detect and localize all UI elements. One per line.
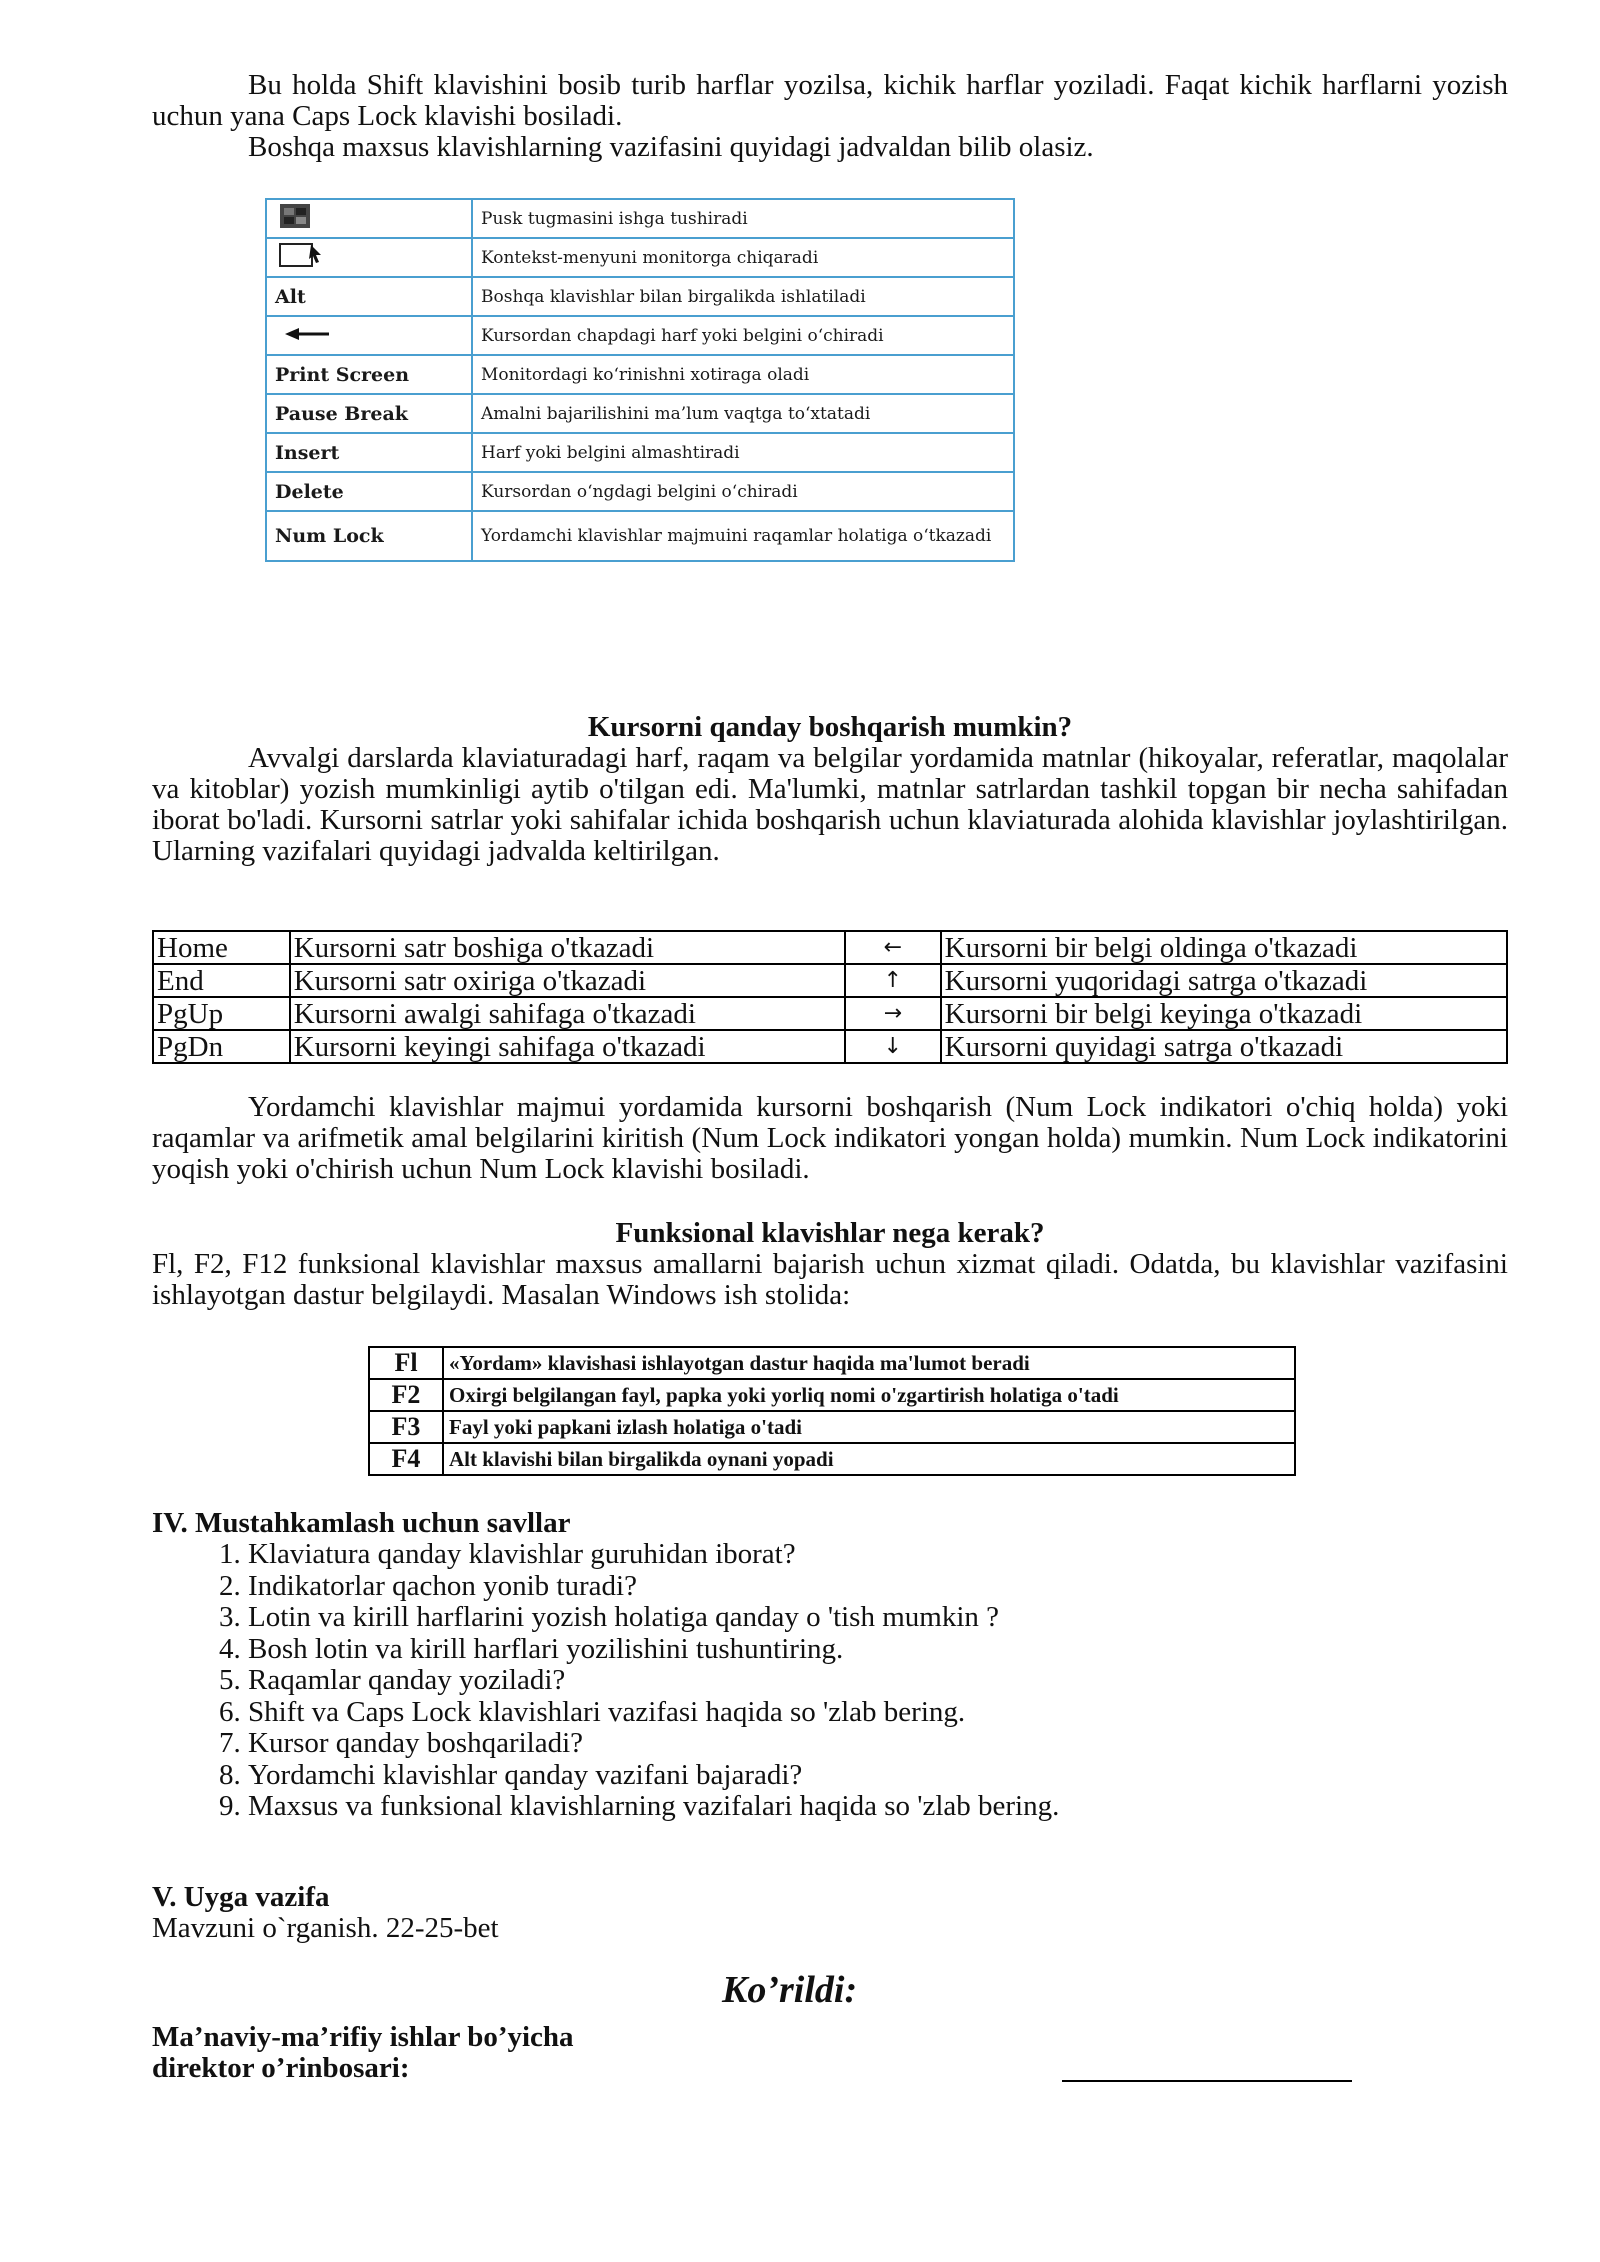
cursor-key-row [153, 931, 1507, 964]
special-key-row [266, 277, 1014, 316]
cursor-key-name: PgDn [153, 1030, 290, 1063]
cursor-section-heading: Kursorni qanday boshqarish mumkin? [587, 711, 1073, 743]
special-key-desc: Kontekst-menyuni monitorga chiqaradi [472, 238, 1014, 277]
function-key-name: Fl [369, 1347, 443, 1379]
cursor-section [152, 712, 1508, 867]
document-page [152, 69, 1508, 2084]
cursor-key-name: PgUp [153, 997, 290, 1030]
down-arrow-icon: ↓ [845, 1030, 941, 1063]
arrow-key-desc: Kursorni bir belgi keyinga o'tkazadi [941, 997, 1507, 1030]
special-key-row [266, 433, 1014, 472]
cursor-key-row [153, 964, 1507, 997]
function-section-paragraph: Fl, F2, F12 funksional klavishlar maxsus amallarni bajarish uchun xizmat qiladi. Odatda, bu klavishlar vazifasini ishlayotgan dastur belgilaydi. Masalan Windows ish stolida: [152, 1248, 1508, 1311]
question-item: 7. Kursor qanday boshqariladi? [248, 1728, 1508, 1760]
special-key-name: Num Lock [266, 511, 472, 561]
cursor-key-row [153, 997, 1507, 1030]
cursor-key-name: Home [153, 931, 290, 964]
special-key-row [266, 238, 1014, 277]
function-key-name: F3 [369, 1411, 443, 1443]
signature-role-line-2: direktor o’rinbosari: [152, 2052, 410, 2084]
cursor-keys-table [152, 930, 1508, 1064]
cursor-key-desc: Kursorni awalgi sahifaga o'tkazadi [290, 997, 845, 1030]
questions-section [152, 1508, 1508, 1823]
special-key-name: Insert [266, 433, 472, 472]
special-key-name: Alt [266, 277, 472, 316]
numlock-section [152, 1092, 1508, 1185]
cursor-key-desc: Kursorni satr oxiriga o'tkazadi [290, 964, 845, 997]
intro-paragraph-2: Boshqa maxsus klavishlarning vazifasini quyidagi jadvaldan bilib olasiz. [248, 131, 1094, 163]
special-key-row [266, 394, 1014, 433]
signature-line [1062, 2080, 1352, 2082]
seen-label: Ko’rildi: [722, 1969, 858, 2011]
special-key-desc: Monitordagi ko‘rinishni xotiraga oladi [472, 355, 1014, 394]
special-key-cell [266, 238, 472, 277]
numlock-paragraph: Yordamchi klavishlar majmui yordamida kursorni boshqarish (Num Lock indikatori o'chiq holda) yoki raqamlar va arifmetik amal belgilarini kiritish (Num Lock indikatori yongan holda) mumkin. Num Lock indikatorini yoqish yoki o'chirish uchun Num Lock klavishi bosiladi. [152, 1091, 1508, 1185]
backspace-arrow-icon [275, 325, 335, 347]
cursor-keys-table-wrap [152, 930, 1508, 1064]
special-key-cell [266, 199, 472, 238]
function-key-desc: Alt klavishi bilan birgalikda oynani yopadi [443, 1443, 1295, 1475]
questions-heading: IV. Mustahkamlash uchun savllar [152, 1507, 571, 1539]
question-item: 6. Shift va Caps Lock klavishlari vazifasi haqida so 'zlab bering. [248, 1697, 1508, 1729]
windows-key-icon [275, 203, 315, 234]
special-key-row [266, 472, 1014, 511]
function-key-desc: Oxirgi belgilangan fayl, papka yoki yorliq nomi o'zgartirish holatiga o'tadi [443, 1379, 1295, 1411]
left-arrow-icon: ← [845, 931, 941, 964]
function-key-row [369, 1379, 1295, 1411]
arrow-key-desc: Kursorni yuqoridagi satrga o'tkazadi [941, 964, 1507, 997]
special-keys-table [265, 198, 1015, 562]
special-key-desc: Kursordan chapdagi harf yoki belgini o‘chiradi [472, 316, 1014, 355]
homework-text: Mavzuni o`rganish. 22-25-bet [152, 1912, 499, 1944]
questions-list [152, 1539, 1508, 1823]
question-item: 4. Bosh lotin va kirill harflari yozilishini tushuntiring. [248, 1634, 1508, 1666]
function-key-row [369, 1411, 1295, 1443]
special-key-row [266, 199, 1014, 238]
function-key-row [369, 1347, 1295, 1379]
special-key-desc: Harf yoki belgini almashtiradi [472, 433, 1014, 472]
homework-heading: V. Uyga vazifa [152, 1881, 330, 1913]
right-arrow-icon: → [845, 997, 941, 1030]
special-key-row [266, 355, 1014, 394]
question-item: 9. Maxsus va funksional klavishlarning vazifalari haqida so 'zlab bering. [248, 1791, 1508, 1823]
cursor-section-paragraph: Avvalgi darslarda klaviaturadagi harf, raqam va belgilar yordamida matnlar (hikoyalar, referatlar, maqolalar va kitoblar) yozish mumkinligi aytib o'tilgan edi. Ma'lumki, matnlar satrlardan tashkil topgan bir necha sahifadan iborat bo'ladi. Kursorni satrlar yoki sahifalar ichida boshqarish uchun klaviaturada alohida klavishlar joylashtirilgan. Ularning vazifalari quyidagi jadvalda keltirilgan. [152, 742, 1508, 867]
signature-role-line-1: Ma’naviy-ma’rifiy ishlar bo’yicha [152, 2021, 574, 2053]
special-key-row [266, 316, 1014, 355]
context-menu-key-icon [275, 241, 327, 274]
up-arrow-icon: ↑ [845, 964, 941, 997]
function-section [152, 1218, 1508, 1311]
question-item: 1. Klaviatura qanday klavishlar guruhidan iborat? [248, 1539, 1508, 1571]
special-key-cell [266, 316, 472, 355]
special-key-desc: Pusk tugmasini ishga tushiradi [472, 199, 1014, 238]
cursor-key-name: End [153, 964, 290, 997]
question-item: 8. Yordamchi klavishlar qanday vazifani bajaradi? [248, 1760, 1508, 1792]
question-item: 3. Lotin va kirill harflarini yozish holatiga qanday o 'tish mumkin ? [248, 1602, 1508, 1634]
function-key-name: F2 [369, 1379, 443, 1411]
cursor-key-desc: Kursorni satr boshiga o'tkazadi [290, 931, 845, 964]
function-keys-table-wrap [368, 1346, 1296, 1476]
question-item: 5. Raqamlar qanday yoziladi? [248, 1665, 1508, 1697]
function-key-name: F4 [369, 1443, 443, 1475]
function-key-row [369, 1443, 1295, 1475]
special-key-desc: Kursordan o‘ngdagi belgini o‘chiradi [472, 472, 1014, 511]
homework-section [152, 1882, 1508, 1944]
special-key-desc: Boshqa klavishlar bilan birgalikda ishlatiladi [472, 277, 1014, 316]
arrow-key-desc: Kursorni bir belgi oldinga o'tkazadi [941, 931, 1507, 964]
function-section-heading: Funksional klavishlar nega kerak? [615, 1217, 1045, 1249]
signature-role [152, 2022, 574, 2084]
special-key-desc: Amalni bajarilishini ma’lum vaqtga to‘xtatadi [472, 394, 1014, 433]
special-key-desc: Yordamchi klavishlar majmuini raqamlar holatiga o‘tkazadi [472, 511, 1014, 561]
cursor-key-row [153, 1030, 1507, 1063]
cursor-key-desc: Kursorni keyingi sahifaga o'tkazadi [290, 1030, 845, 1063]
arrow-key-desc: Kursorni quyidagi satrga o'tkazadi [941, 1030, 1507, 1063]
special-key-name: Pause Break [266, 394, 472, 433]
intro-paragraph-1: Bu holda Shift klavishini bosib turib harflar yozilsa, kichik harflar yoziladi. Faqat kichik harflarni yozish uchun yana Caps Lock klavishi bosiladi. [152, 69, 1508, 132]
function-key-desc: «Yordam» klavishasi ishlayotgan dastur haqida ma'lumot beradi [443, 1347, 1295, 1379]
special-keys-table-wrap [265, 198, 1015, 562]
special-key-row [266, 511, 1014, 561]
question-item: 2. Indikatorlar qachon yonib turadi? [248, 1571, 1508, 1603]
function-key-desc: Fayl yoki papkani izlash holatiga o'tadi [443, 1411, 1295, 1443]
function-keys-table [368, 1346, 1296, 1476]
special-key-name: Print Screen [266, 355, 472, 394]
special-key-name: Delete [266, 472, 472, 511]
